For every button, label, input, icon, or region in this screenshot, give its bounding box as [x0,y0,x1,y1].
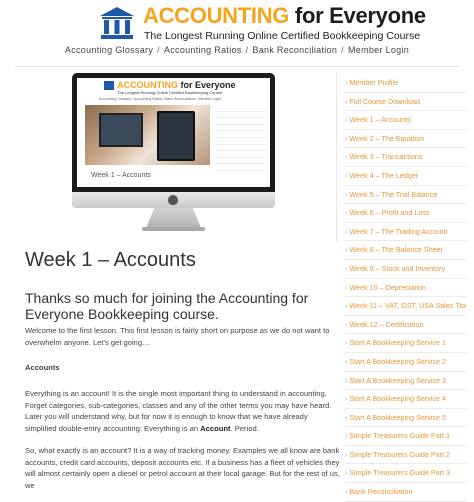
hero-caption: Week 1 – Accounts [91,172,151,179]
sidebar-item-week-1[interactable]: › Week 1 – Accounts [345,111,467,130]
sidebar-item-week-2[interactable]: › Week 2 – The Equation [345,130,467,149]
chevron-right-icon: › [345,377,348,385]
main-nav [0,45,474,55]
chevron-right-icon: › [345,98,348,106]
mini-tagline: The Longest Running Online Certified Bookkeeping Course [117,90,223,95]
chevron-right-icon: › [345,210,348,218]
sidebar-item-bookkeeping-service-2[interactable]: › Start A Bookkeeping Service 2 [345,353,467,372]
chevron-right-icon: › [345,228,348,236]
nav-separator: / [157,45,160,55]
sidebar-item-member-profile[interactable]: › Member Profile [345,74,467,93]
mini-bank-icon [104,81,114,90]
nav-bank-reconciliation[interactable]: Bank Reconciliation [252,45,338,55]
mini-logo: ACCOUNTING for Everyone [117,80,236,90]
chevron-right-icon: › [345,396,348,404]
sidebar-item-bookkeeping-service-4[interactable]: › Start A Bookkeeping Service 4 [345,390,467,409]
what-is-account-paragraph: So, what exactly is an account? It is a way of tracking money. Examples we all know are bank accounts, credit card accounts, deposit accounts etc. If a business has a fleet of vehicles they will almost certainly open a diesel or petrol account at their local garage. But for the rest of us, we [25,446,340,490]
nav-accounting-glossary[interactable]: Accounting Glossary [64,45,154,55]
chevron-right-icon: › [345,321,348,329]
chevron-right-icon: › [345,191,348,199]
chevron-right-icon: › [345,451,348,459]
chevron-right-icon: › [345,135,348,143]
chevron-right-icon: › [345,340,348,348]
chevron-right-icon: › [345,489,348,497]
page-title: Week 1 – Accounts [25,249,196,271]
nav-member-login[interactable]: Member Login [347,45,410,55]
intro-heading: Thanks so much for joining the Accounting for Everyone Bookkeeping course. [25,290,309,322]
sidebar-item-bank-reconciliation[interactable]: › Bank Reconciliation [345,483,467,502]
sidebar-item-week-4[interactable]: › Week 4 – The Ledger [345,167,467,186]
nav-separator: / [245,45,249,55]
everything-is-account-paragraph: Everything is an account! It is the single most important thing to understand in accounting. Forget categories, sub-categories, classes and any of the other terms you may have heard. Later you will understand why, but for now it is enough to know that we have already simplified double-entry accounting: Everything is an Account. Period. [25,389,332,433]
sidebar-item-week-12[interactable]: › Week 12 – Certification [345,316,467,335]
sidebar-item-bookkeeping-service-3[interactable]: › Start A Bookkeeping Service 3 [345,372,467,391]
imac-screen [77,78,270,187]
section-heading-accounts: Accounts [25,363,60,372]
sidebar-item-treasurers-guide-2[interactable]: › Simple Treasurers Guide Part 2 [345,446,467,465]
chevron-right-icon: › [345,247,348,255]
sidebar-item-full-course-download[interactable]: › Full Course Download [345,93,467,112]
chevron-right-icon: › [345,358,348,366]
nav-accounting-ratios[interactable]: Accounting Ratios [163,45,242,55]
chevron-right-icon: › [345,433,348,441]
sidebar-item-bookkeeping-service-1[interactable]: › Start A Bookkeeping Service 1 [345,334,467,353]
bank-building-icon[interactable] [99,6,135,40]
site-header [0,0,474,72]
mini-sidebar [215,105,267,171]
chevron-right-icon: › [345,117,348,125]
chevron-right-icon: › [345,284,348,292]
chevron-right-icon: › [345,172,348,180]
chevron-right-icon: › [345,80,348,87]
sidebar-item-week-6[interactable]: › Week 6 – Profit and Loss [345,204,467,223]
site-logo-text[interactable] [143,3,426,29]
sidebar-item-week-5[interactable]: › Week 5 – The Trial Balance [345,186,467,205]
nav-separator: / [341,45,344,55]
header-divider [15,66,459,67]
sidebar-item-treasurers-guide-3[interactable]: › Simple Treasurers Guide Part 3 [345,464,467,483]
sidebar-item-week-10[interactable]: › Week 10 – Depreciation [345,279,467,298]
hero-imac-image [72,73,275,236]
sidebar-item-week-9[interactable]: › Week 9 – Stock and Inventory [345,260,467,279]
imac-base [142,227,205,231]
site-tagline: The Longest Running Online Certified Bookkeeping Course [144,30,421,42]
lesson-sidebar [345,74,467,502]
chevron-right-icon: › [345,265,348,273]
imac-stand [146,208,201,228]
sidebar-item-week-11[interactable]: › Week 11 – VAT, GST, USA Sales Tax [345,297,467,316]
tablet-image [157,111,195,161]
chevron-right-icon: › [345,470,348,478]
welcome-paragraph: Welcome to the first lesson. This first lesson is fairly short on purpose as we do not want to overwhelm anyone. Let's get going… [25,326,330,347]
apple-logo-icon [168,195,178,205]
content-divider [336,72,337,242]
chevron-right-icon: › [345,303,348,311]
sidebar-item-treasurers-guide-1[interactable]: › Simple Treasurers Guide Part 1 [345,427,467,446]
sidebar-item-bookkeeping-service-5[interactable]: › Start A Bookkeeping Service 5 [345,409,467,428]
chevron-right-icon: › [345,414,348,422]
laptop-image [99,113,143,147]
sidebar-item-week-3[interactable]: › Week 3 – Transactions [345,148,467,167]
mini-desk-photo [85,105,210,165]
chevron-right-icon: › [345,154,348,162]
logo-for-everyone: for Everyone [289,3,426,28]
sidebar-item-week-7[interactable]: › Week 7 – The Trading Account [345,223,467,242]
logo-accounting-word: ACCOUNTING [143,3,290,28]
sidebar-item-week-8[interactable]: › Week 8 – The Balance Sheet [345,241,467,260]
mini-nav: Accounting Glossary / Accounting Ratios / Bank Reconciliation / Member Login [99,97,221,101]
